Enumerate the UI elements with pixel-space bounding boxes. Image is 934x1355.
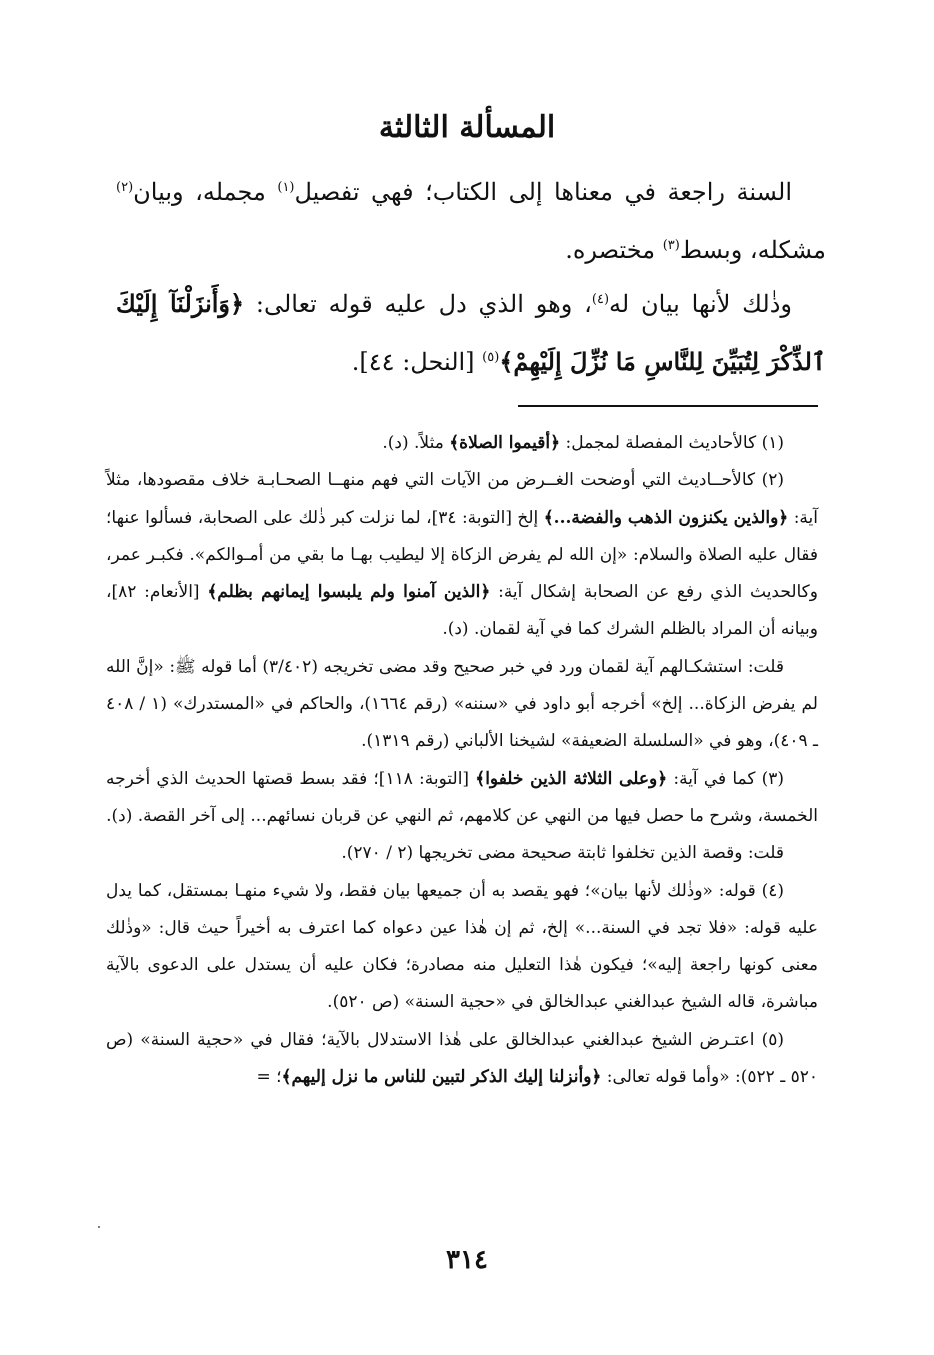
footnote-2 [106,462,818,648]
text-run: [الأنعام: ٨٢]، وبيانه أن المراد بالظلم الشرك كما في آية لقمان. (د). [106,582,818,640]
footnote-ref-4[interactable]: (٤) [591,292,610,307]
text-run: مشكله، وبسط [679,236,826,264]
text-run: مجمله، وبيان [133,178,278,206]
text-run: وذٰلك لأنها بيان له [609,290,792,318]
text-run: مثلاً. (د). [382,433,450,453]
footnote-ref-5[interactable]: (٥) [482,350,500,365]
footnote-ref-3[interactable]: (٣) [662,238,680,253]
text-run: (٢) كالأحــاديث التي أوضحت الغــرض من الآيات التي فهم منهــا الصحـابـة خلاف مقصودها، مثلاً آية: [106,470,818,528]
footnote-separator [518,405,818,407]
text-run: (١) كالأحاديث المفصلة لمجمل: [560,433,784,453]
editor-note-2: قلت: وقصة الذين تخلفوا ثابتة صحيحة مضى تخريجها (٢ / ٢٧٠). [341,843,784,864]
quran-quote: ﴿والذين يكنزون الذهب والفضة...﴾ [543,507,789,528]
quran-quote: ﴿وعلى الثلاثة الذين خلفوا﴾ [475,768,668,789]
text-run: مختصره. [565,236,663,264]
footnotes-section [106,425,818,1096]
text-run: (٣) كما في آية: [667,768,785,789]
quran-quote: ﴿الذين آمنوا ولم يلبسوا إيمانهم بظلم﴾ [207,582,491,603]
paragraph-text [116,163,826,279]
main-paragraph-2 [116,275,826,391]
text-run: [التوبة: ١١٨]؛ فقد بسط قصتها الحديث الذي أخرجه الخمسة، وشرح ما حصل فيها من النهي عن كلامهم، ثم النهي عن قربان نسائهم... إلى آخر القصة. (د). [106,768,818,826]
verse-citation: [النحل: ٤٤]. [351,348,483,376]
print-speck [98,1226,100,1228]
footnote-ref-2[interactable]: (٢) [116,180,134,195]
page-number: ٣١٤ [446,1245,488,1275]
text-run: إلخ [التوبة: ٣٤]، لما نزلت كبر ذٰلك على الصحابة، فسألوا عنها؛ فقال عليه الصلاة والسلام: «إن الله لم يفرض الزكاة إلا ليطيب بهـا ما بقي من أمـوالكم». فكبـر عمر، وكالحديث الذي رفع عن الصحابة إشكال آية: [106,507,818,603]
page-title: المسألة الثالثة [378,110,556,145]
footnote-4: (٤) قوله: «وذٰلك لأنها بيان»؛ فهو يقصد به أن جميعها بيان فقط، ولا شيء منهـا بمستقل، كما يدل عليه قوله: «فلا تجد في السنة...» إلخ، ثم إن هٰذا عين دعواه كما اعترف به أخيراً حيث قال: «وذٰلك معنى كونها راجعة إليه»؛ فيكون هٰذا التعليل منه مصادرة؛ فكان عليه أن يستدل على الدعوى بالآية مباشرة، قاله الشيخ عبدالغني عبدالخالق في «حجية السنة» (ص ٥٢٠). [106,880,818,1013]
footnote-ref-1[interactable]: (١) [277,180,295,195]
text-run: (٥) اعتـرض الشيخ عبدالغني عبدالخالق على هٰذا الاستدلال بالآية؛ فقال في «حجية السنة» (ص ٥٢٠ ـ ٥٢٢): «وأما قوله تعالى: [106,1029,818,1088]
main-paragraph-1 [116,163,826,279]
paragraph-text [116,275,826,391]
text-run: ، وهو الذي دل عليه قوله تعالى: [244,290,592,318]
quran-quote: ﴿وأنزلنا إليك الذكر لتبين للناس ما نزل إليهم﴾ [281,1067,602,1088]
editor-note-1: قلت: استشكـالهم آية لقمان ورد في خبر صحيح وقد مضى تخريجه (٣/٤٠٢) أما قوله ﷺ: «إنَّ الله لم يفرض الزكاة... إلخ» أخرجه أبو داود في «سننه» (رقم ١٦٦٤)، والحاكم في «المستدرك» (١ / ٤٠٨ ـ ٤٠٩)، وهو في «السلسلة الضعيفة» لشيخنا الألباني (رقم ١٣١٩). [106,656,818,752]
text-run: السنة راجعة في معناها إلى الكتاب؛ فهي تفصيل [294,178,792,206]
quran-verse: ﴿وَأَنزَلْنَآ إِلَيْكَ ٱلذِّكْرَ لِتُبَيِّنَ لِلنَّاسِ مَا نُزِّلَ إِلَيْهِمْ﴾ [116,289,826,376]
footnote-5 [106,1022,818,1097]
quran-quote: ﴿أقيموا الصلاة﴾ [449,433,561,453]
footnote-1 [106,425,818,462]
footnote-3 [106,761,818,836]
text-run: ؛ = [256,1067,282,1088]
